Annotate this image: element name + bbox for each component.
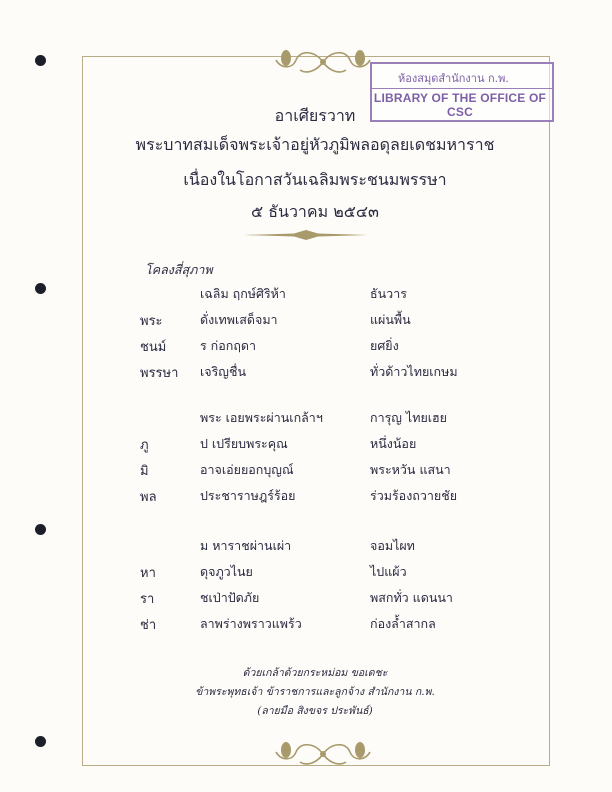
acrostic-lead: ช่า: [140, 618, 157, 633]
verse-text: ทั่วด้าวไทยเกษม: [370, 364, 458, 379]
acrostic-lead: หา: [140, 566, 156, 581]
verse-text: เฉลิม ฤกษ์ศิริห้า: [200, 286, 286, 301]
floral-ornament-bottom: [270, 738, 376, 770]
acrostic-lead: ชนม์: [140, 340, 167, 355]
poem-genre: โคลงสี่สุภาพ: [145, 262, 213, 277]
acrostic-lead: ภู: [140, 438, 149, 453]
acrostic-lead: พรรษา: [140, 366, 179, 381]
verse-text: พระหวัน แสนา: [370, 462, 451, 477]
verse-text: พระ เอยพระผ่านเกล้าฯ: [200, 410, 323, 425]
verse-text: หนึ่งน้อย: [370, 436, 417, 451]
verse-text: พสกทั่ว แดนนา: [370, 590, 453, 605]
acrostic-lead: รา: [140, 592, 155, 607]
verse-text: ชเป่าปัดภัย: [200, 590, 260, 605]
divider-ornament: [244, 230, 368, 240]
stamp-english-text: LIBRARY OF THE OFFICE OF CSC: [373, 91, 547, 119]
binder-hole: [35, 736, 46, 747]
verse-text: ยศยิ่ง: [370, 338, 399, 353]
acrostic-lead: พระ: [140, 314, 163, 329]
verse-text: ธันวาร: [370, 286, 407, 301]
acrostic-lead: มิ: [140, 464, 149, 479]
heading-line-2: เนื่องในโอกาสวันเฉลิมพระชนมพรรษา: [183, 170, 447, 189]
acrostic-lead: พล: [140, 490, 157, 505]
verse-text: ม หาราชผ่านเผ่า: [200, 538, 292, 553]
stamp-thai-text: ห้องสมุดสำนักงาน ก.พ.: [398, 72, 509, 85]
stamp-divider: [372, 88, 552, 89]
verse-text: ประชาราษฎร์ร้อย: [200, 488, 296, 503]
binder-hole: [35, 524, 46, 535]
verse-text: การุญ ไทยเฮย: [370, 410, 448, 425]
verse-text: จอมไผท: [370, 538, 415, 553]
verse-text: ร่วมร้องถวายชัย: [370, 488, 458, 503]
binder-hole: [35, 283, 46, 294]
footer-author: (ลายมือ สิงขจร ประพันธ์): [257, 705, 373, 717]
footer-line-1: ด้วยเกล้าด้วยกระหม่อม ขอเดชะ: [242, 667, 388, 679]
verse-text: ดุจภูวไนย: [200, 564, 253, 579]
floral-ornament-top: [270, 46, 376, 78]
verse-text: แผ่นพื้น: [370, 312, 411, 327]
verse-text: ร ก่อกฤดา: [200, 338, 257, 353]
verse-text: อาจเอ่ยยอกบุญณ์: [200, 462, 294, 477]
heading-date: ๕ ธันวาคม ๒๕๔๓: [251, 202, 379, 221]
binder-hole: [35, 55, 46, 66]
footer-line-2: ข้าพระพุทธเจ้า ข้าราชการและลูกจ้าง สำนักงาน ก.พ.: [195, 686, 435, 698]
poem-title: อาเศียรวาท: [274, 106, 356, 125]
verse-text: ป เปรียบพระคุณ: [200, 436, 288, 451]
verse-text: ก่องล้ำสากล: [370, 616, 436, 631]
verse-text: ลาพร่างพราวแพร้ว: [200, 616, 302, 631]
verse-text: ไปแผ้ว: [370, 564, 407, 579]
verse-text: เจริญชื่น: [200, 364, 246, 379]
verse-text: ดั่งเทพเสด็จมา: [200, 312, 278, 327]
heading-line-1: พระบาทสมเด็จพระเจ้าอยู่หัวภูมิพลอดุลยเดชมหาราช: [135, 135, 495, 154]
